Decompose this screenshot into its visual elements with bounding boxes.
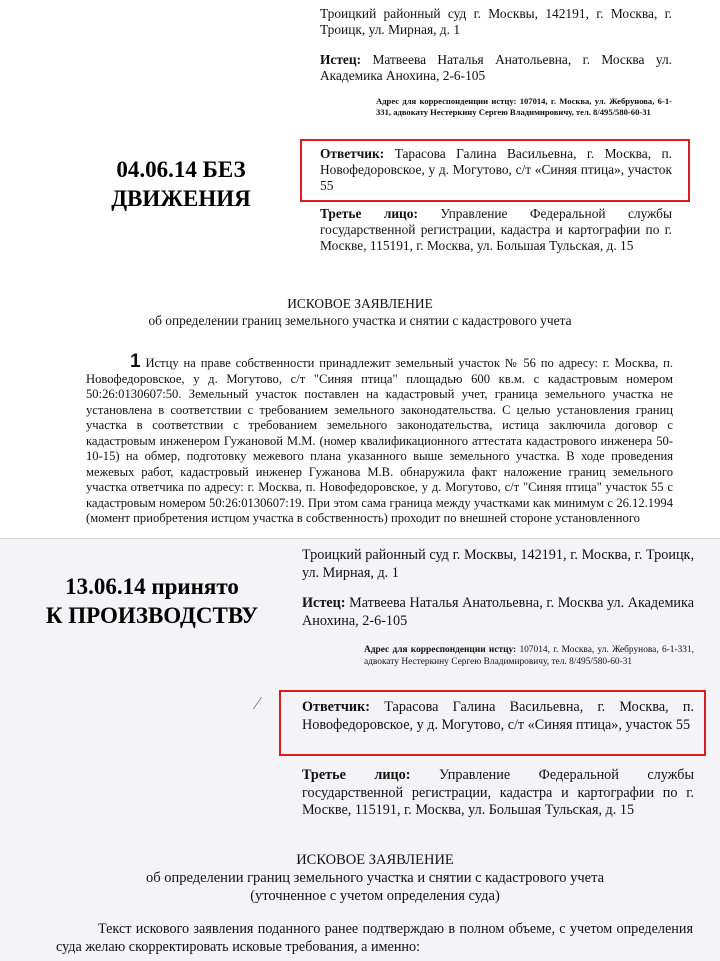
defendant-text: Тарасова Галина Васильевна, г. Москва, п. Новофедоровское, у д. Могутово, с/т «Синяя птица», участок 55: [302, 699, 695, 733]
defendant-label: Ответчик:: [320, 146, 385, 161]
plaintiff-block: [302, 595, 694, 630]
address-label: Адрес для корреспонденции истцу:: [364, 645, 517, 655]
pen-checkmark: ⁄: [256, 693, 260, 713]
plaintiff-block: [320, 52, 672, 84]
third-party-text: Управление Федеральной службы государственной регистрации, кадастра и картографии по г. Москве, 115191, г. Москва, ул. Большая Тульская, д. 15: [302, 767, 694, 818]
correspondence-address: [364, 644, 694, 668]
document-subtitle: об определении границ земельного участка и снятии с кадастрового учета: [148, 313, 572, 328]
status-stamp-bottom: 13.06.14 принято К ПРОИЗВОДСТВУ: [45, 574, 259, 628]
scan-bottom: [0, 538, 720, 961]
document-subtitle-clarified: (уточненное с учетом определения суда): [250, 888, 500, 904]
claim-body-paragraph: [86, 351, 673, 527]
defendant-block: [320, 146, 672, 194]
document-title: ИСКОВОЕ ЗАЯВЛЕНИЕ: [287, 296, 433, 311]
address-text: 107014, г. Москва, ул. Жебрунова, 6-1-331, адвокату Нестеркину Сергею Владимировичу, тел. 8/495/580-60-31: [376, 96, 672, 117]
third-party-block: [302, 767, 694, 820]
plaintiff-label: Истец:: [302, 595, 346, 611]
court-address: Троицкий районный суд г. Москвы, 142191, г. Москва, г. Троицк, ул. Мирная, д. 1: [302, 547, 694, 581]
document-subtitle: об определении границ земельного участка и снятии с кадастрового учета: [145, 870, 605, 886]
address-label: Адрес для корреспонденции истцу:: [376, 96, 517, 106]
defendant-label: Ответчик:: [302, 699, 371, 715]
defendant-text: Тарасова Галина Васильевна, г. Москва, п. Новофедоровское, у д. Могутово, с/т «Синяя птица», участок 55: [320, 146, 672, 193]
document-title: ИСКОВОЕ ЗАЯВЛЕНИЕ: [296, 852, 454, 868]
court-address: Троицкий районный суд г. Москвы, 142191, г. Москва, г. Троицк, ул. Мирная, д. 1: [320, 6, 672, 37]
third-party-label: Третье лицо:: [302, 767, 411, 783]
third-party-block: [320, 206, 672, 254]
plaintiff-text: Матвеева Наталья Анатольевна, г. Москва ул. Академика Анохина, 2-6-105: [320, 52, 672, 83]
correspondence-address: [376, 96, 672, 118]
status-stamp-top: 04.06.14 БЕЗ ДВИЖЕНИЯ: [111, 157, 251, 211]
claim-body-text: Истцу на праве собственности принадлежит земельный участок № 56 по адресу: г. Москва, п. Новофедоровское, у д. Могутово, с/т "Синяя птица" площадью 600 кв.м. с кадастровым номером 50:26:0130607:50. Земельный участок поставлен на кадастровый учет, граница земельного участка не установлена в соответствии с требованием земельного законодательства. С целью установления границ участка в соответствии с требованием земельного законодательства, истица заключила договор с кадастровым инженером Гужановой М.М. (номер квалификационного аттестата кадастрового инженера 50-10-15) на обмер, подготовку межевого плана указанного выше земельного участка. В ходе проведения межевых работ, кадастровый инженер Гужанова М.В. обнаружила факт наложение границ земельного участка ответчика по адресу: г. Москва, п. Новофедоровское, у д. Могутово, с/т "Синяя птица" участок 55 с кадастровым номером 50:26:0130607:19. При этом сама граница между участками как минимум с 26.12.1994 (момент приобретения истцом участка в собственность) проходит по внешней стороне установленного: [86, 356, 673, 525]
third-party-text: Управление Федеральной службы государственной регистрации, кадастра и картографии по г. Москве, 115191, г. Москва, ул. Большая Тульская, д. 15: [320, 206, 672, 253]
address-text: 107014, г. Москва, ул. Жебрунова, 6-1-331, адвокату Нестеркину Сергею Владимировичу, тел. 8/495/580-60-31: [364, 645, 695, 667]
defendant-block: [302, 699, 694, 734]
plaintiff-label: Истец:: [320, 52, 362, 67]
third-party-label: Третье лицо:: [320, 206, 418, 221]
plaintiff-text: Матвеева Наталья Анатольевна, г. Москва ул. Академика Анохина, 2-6-105: [302, 595, 694, 629]
paragraph-number: 1: [130, 351, 141, 372]
clarified-body-text: Текст искового заявления поданного ранее подтверждаю в полном объеме, с учетом определения суда желаю скорректировать исковые требования, а именно:: [56, 921, 693, 955]
